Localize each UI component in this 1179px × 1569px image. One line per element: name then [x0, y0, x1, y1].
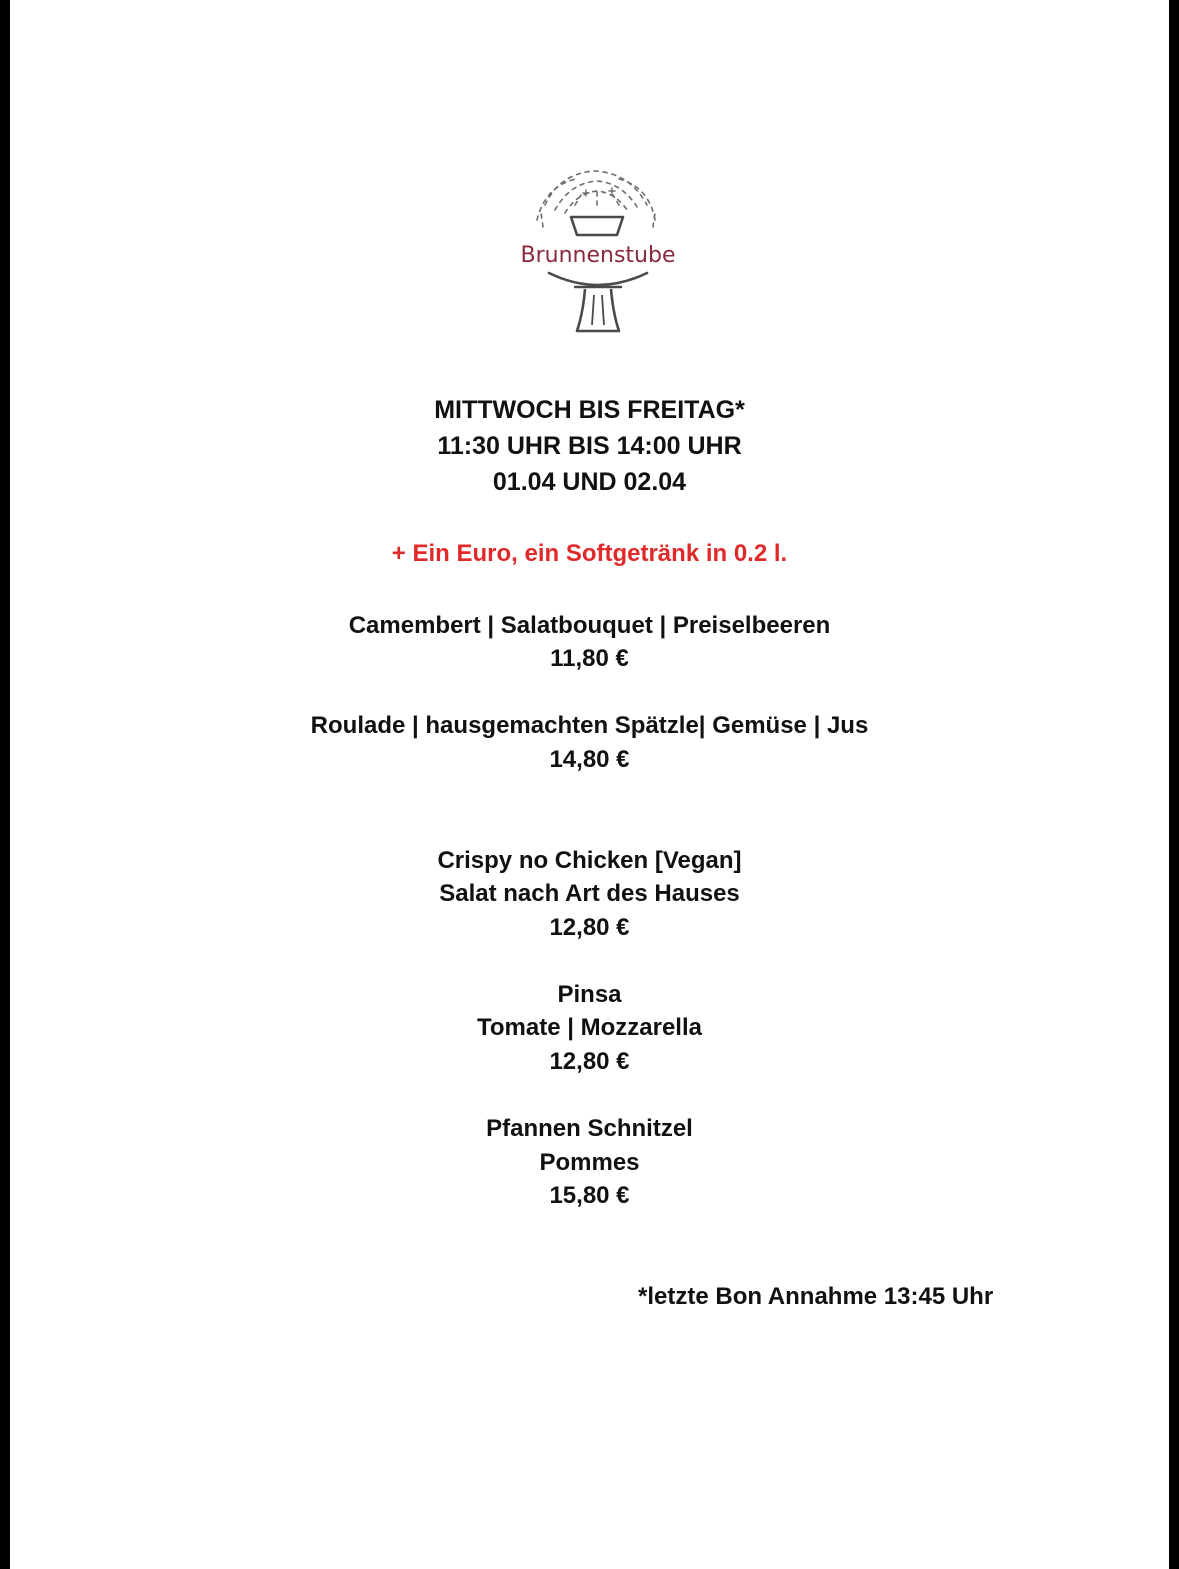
menu-item-1-price: 11,80 € — [550, 645, 629, 672]
menu-item-3-line-1: Crispy no Chicken [Vegan] — [437, 847, 742, 874]
menu-item-3-line-2: Salat nach Art des Hauses — [439, 880, 740, 907]
menu-item-1-line-1: Camembert | Salatbouquet | Preiselbeeren — [348, 612, 831, 639]
footer-note: *letzte Bon Annahme 13:45 Uhr — [638, 1283, 994, 1310]
menu-item-4-line-1: Pinsa — [557, 981, 622, 1008]
brunnenstube-logo — [515, 165, 681, 337]
menu-item-4-line-2: Tomate | Mozzarella — [477, 1014, 702, 1041]
menu-item-3-price: 12,80 € — [549, 914, 630, 941]
menu-item-5-price: 15,80 € — [549, 1182, 630, 1209]
menu-page — [10, 0, 1169, 1569]
fountain-logo-icon — [515, 165, 681, 337]
menu-item-5-line-2: Pommes — [539, 1149, 640, 1176]
menu-item-2-line-1: Roulade | hausgemachten Spätzle| Gemüse | Jus — [310, 712, 869, 739]
menu-item-5-line-1: Pfannen Schnitzel — [486, 1115, 693, 1142]
logo-text: Brunnenstube — [520, 243, 676, 268]
promo-offer: + Ein Euro, ein Softgetränk in 0.2 l. — [391, 540, 788, 567]
header-hours: 11:30 UHR BIS 14:00 UHR — [437, 432, 742, 460]
menu-item-2-price: 14,80 € — [549, 746, 630, 773]
header-days: MITTWOCH BIS FREITAG* — [434, 396, 745, 424]
menu-item-4-price: 12,80 € — [549, 1048, 630, 1075]
header-dates: 01.04 UND 02.04 — [492, 468, 687, 496]
